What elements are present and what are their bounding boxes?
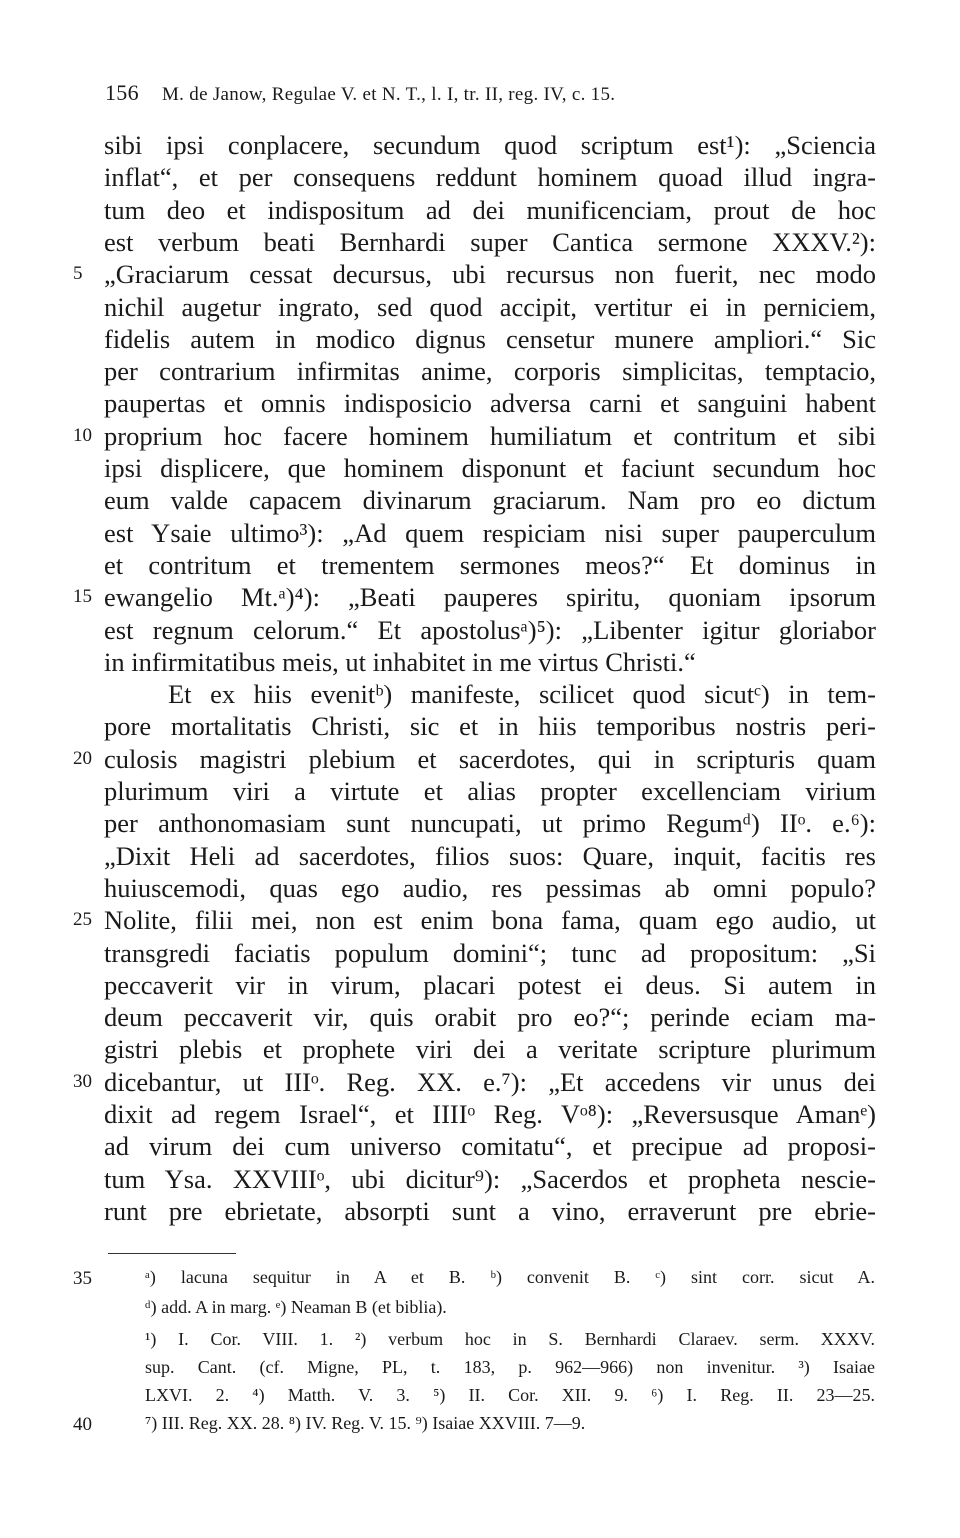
- text-line: sibi ipsi conplacere, secundum quod scriptum est¹): „Sciencia: [104, 130, 876, 160]
- text-line: proprium hoc facere hominem humiliatum et contritum et sibi: [104, 420, 876, 451]
- footnote-line: LXVI. 2. ⁴) Matth. V. 3. ⁵) II. Cor. XII. 9. ⁶) I. Reg. II. 23—25.: [145, 1385, 875, 1405]
- line-number: 40: [73, 1414, 92, 1435]
- line-number: 35: [73, 1268, 92, 1289]
- footnote-line: ᵃ) lacuna sequitur in A et B. ᵇ) convenit B. ᶜ) sint corr. sicut A.: [145, 1267, 875, 1287]
- text-line: per anthonomasiam sunt nuncupati, ut primo Regumᵈ) IIᵒ. e.⁶):: [104, 808, 876, 839]
- text-line: pore mortalitatis Christi, sic et in hiis temporibus nostris peri-: [104, 711, 876, 742]
- text-line: in infirmitatibus meis, ut inhabitet in me virtus Christi.“: [104, 646, 696, 677]
- line-number: 20: [73, 747, 92, 769]
- text-line: plurimum viri a virtute et alias propter excellenciam virium: [104, 776, 876, 806]
- text-line: ipsi displicere, que hominem disponunt et faciunt secundum hoc: [104, 453, 876, 483]
- text-line: eum valde capacem divinarum graciarum. Nam pro eo dictum: [104, 485, 876, 516]
- text-line: dicebantur, ut IIIᵒ. Reg. XX. e.⁷): „Et accedens vir unus dei: [104, 1066, 876, 1097]
- text-line: est Ysaie ultimo³): „Ad quem respiciam nisi super pauperculum: [104, 517, 876, 548]
- page-number: 156: [105, 80, 139, 105]
- text-line: Nolite, filii mei, non est enim bona fama, quam ego audio, ut: [104, 905, 876, 936]
- text-line: „Graciarum cessat decursus, ubi recursus non fuerit, nec modo: [104, 259, 876, 290]
- footnote-line: ᵈ) add. A in marg. ᵉ) Neaman B (et biblia).: [145, 1297, 447, 1317]
- text-line: culosis magistri plebium et sacerdotes, qui in scripturis quam: [104, 743, 876, 774]
- running-title: M. de Janow, Regulae V. et N. T., l. I, tr. II, reg. IV, c. 15.: [161, 84, 616, 105]
- text-line: transgredi faciatis populum domini“; tunc ad propositum: „Si: [104, 937, 876, 968]
- text-line: dixit ad regem Israel“, et IIIIᵒ Reg. Vᵒ⁸): „Reversusque Amanᵉ): [104, 1099, 876, 1129]
- text-line: inflat“, et per consequens reddunt hominem quoad illud ingra-: [104, 162, 876, 193]
- text-line: et contritum et trementem sermones meos?“ Et dominus in: [104, 549, 876, 580]
- line-number: 15: [73, 586, 92, 608]
- text-line: Et ex hiis evenitᵇ) manifeste, scilicet quod sicutᶜ) in tem-: [168, 679, 876, 710]
- text-line: runt pre ebrietate, absorpti sunt a vino, erraverunt pre ebrie-: [104, 1195, 876, 1226]
- text-line: „Dixit Heli ad sacerdotes, filios suos: Quare, inquit, facitis res: [104, 840, 876, 871]
- running-header: [105, 80, 885, 106]
- line-number: 5: [73, 263, 83, 285]
- text-line: ad virum dei cum universo comitatu“, et precipue ad proposi-: [104, 1131, 876, 1162]
- text-line: deum peccaverit vir, quis orabit pro eo?“; perinde eciam ma-: [104, 1002, 876, 1033]
- text-line: tum Ysa. XXVIIIᵒ, ubi dicitur⁹): „Sacerdos et propheta nescie-: [104, 1163, 876, 1194]
- text-line: est regnum celorum.“ Et apostolusᵃ)⁵): „Libenter igitur gloriabor: [104, 614, 876, 645]
- footnote-rule: [108, 1253, 236, 1254]
- text-line: ewangelio Mt.ᵃ)⁴): „Beati pauperes spiritu, quoniam ipsorum: [104, 582, 876, 613]
- footnote-line: ¹) I. Cor. VIII. 1. ²) verbum hoc in S. Bernhardi Claraev. serm. XXXV.: [145, 1329, 875, 1349]
- text-line: per contrarium infirmitas anime, corporis simplicitas, temptacio,: [104, 356, 876, 387]
- footnote-line: sup. Cant. (cf. Migne, PL, t. 183, p. 962—966) non invenitur. ³) Isaiae: [145, 1357, 875, 1377]
- line-number: 10: [73, 424, 92, 446]
- text-line: tum deo et indispositum ad dei munificenciam, prout de hoc: [104, 194, 876, 225]
- line-number: 25: [73, 909, 92, 931]
- text-line: huiuscemodi, quas ego audio, res pessimas ab omni populo?: [104, 872, 876, 903]
- text-line: paupertas et omnis indisposicio adversa carni et sanguini habent: [104, 388, 876, 419]
- text-line: nichil augetur ingrato, sed quod accipit, vertitur ei in perniciem,: [104, 291, 876, 322]
- text-line: peccaverit vir in virum, placari potest ei deus. Si autem in: [104, 969, 876, 1000]
- text-line: gistri plebis et prophete viri dei a veritate scripture plurimum: [104, 1034, 876, 1065]
- text-line: fidelis autem in modico dignus censetur munere ampliori.“ Sic: [104, 323, 876, 354]
- line-number: 30: [73, 1070, 92, 1092]
- text-line: est verbum beati Bernhardi super Cantica sermone XXXV.²):: [104, 226, 876, 257]
- footnote-line: ⁷) III. Reg. XX. 28. ⁸) IV. Reg. V. 15. ⁹) Isaiae XXVIII. 7—9.: [145, 1413, 586, 1433]
